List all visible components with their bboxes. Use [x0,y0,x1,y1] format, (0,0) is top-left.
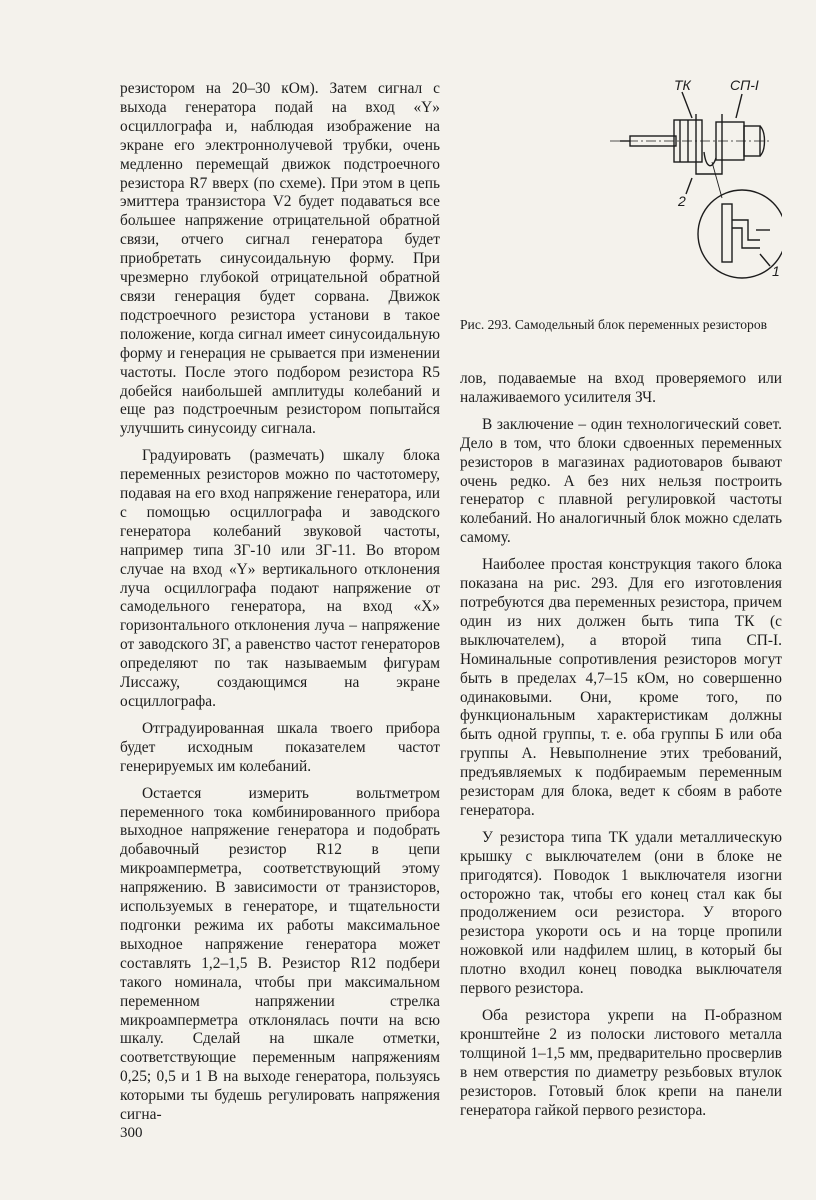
paragraph: Градуировать (размечать) шкалу блока переменных резисторов можно по частотомеру, подавая на его вход напряжение генератора, или с помощью осциллографа и заводского генератора колебаний звуковой частоты, например типа ЗГ-10 или ЗГ-11. Во втором случае на вход «Y» вертикального отклонения луча осциллографа подают напряжение от самодельного генератора, на вход «X» горизонтального отклонения луча – напряжение от заводского ЗГ, а равенство частот генераторов определяют по так называемым фигурам Лиссажу, создающимся на экране осциллографа. [120,447,440,710]
paragraph: В заключение – один технологический совет. Дело в том, что блоки сдвоенных переменных резисторов в магазинах радиотоваров бывают очень редко. А без них нельзя построить генератор с плавной регулировкой частоты колебаний. Но аналогичный блок можно сделать самому. [460,415,782,547]
figure-resistor-block [460,70,782,310]
left-text-column [120,80,440,1125]
paragraph: Остается измерить вольтметром переменного тока комбинированного прибора выходное напряжение генератора и подобрать добавочный резистор R12 в цепи микроамперметра, соответствующий этому напряжению. В зависимости от транзисторов, используемых в генераторе, и тщательности подгонки режима их работы максимальное выходное напряжение генератора может составлять 1,2–1,5 В. Резистор R12 подбери такого номинала, чтобы при максимальном переменном напряжении стрелка микроамперметра отклонялась почти на всю шкалу. Сделай на шкале отметки, соответствующие переменным напряжениям 0,25; 0,5 и 1 В на выходе генератора, пользуясь которыми ты будешь регулировать напряжения сигна- [120,784,440,1124]
label-sp: СП-I [730,77,759,93]
paragraph: Наиболее простая конструкция такого блока показана на рис. 293. Для его изготовления потребуются два переменных резистора, причем один из них должен быть типа ТК (с выключателем), а второй типа СП-I. Номинальные сопротивления резисторов могут быть в пределах 4,7–15 кОм, но совершенно одинаковыми. Они, кроме того, по функциональным характеристикам должны быть одной группы, т. е. оба группы Б или оба группы А. Невыполнение этих требований, предъявляемых к подбираемым переменным резисторам для блока, ведет к сбоям в работе генератора. [460,556,782,819]
label-tk: ТК [674,77,691,93]
figure-caption: Рис. 293. Самодельный блок переменных резисторов [460,317,768,332]
paragraph: Отградуированная шкала твоего прибора будет исходным показателем частот генерируемых им колебаний. [120,719,440,775]
label-bracket-2: 2 [678,193,686,209]
label-lever-1: 1 [772,263,780,279]
paragraph: резистором на 20–30 кОм). Затем сигнал с выхода генератора подай на вход «Y» осциллографа и, наблюдая изображение на экране его электроннолучевой трубки, очень медленно перемещай движок подстроечного резистора R7 вверх (по схеме). При этом в цепь эмиттера транзистора V2 будет подаваться все большее напряжение отрицательной обратной связи, отчего сигнал генератора будет приобретать синусоидальную форму. При чрезмерно глубокой отрицательной обратной связи генерация будет сорвана. Движок подстроечного резистора установи в такое положение, когда сигнал имеет синусоидальную форму и генерация не срывается при изменении частоты. После этого подбором резистора R5 добейся наибольшей амплитуды колебаний и еще раз подстроечным резистором попытайся улучшить синусоиду сигнала. [120,80,440,438]
paragraph: лов, подаваемые на вход проверяемого или налаживаемого усилителя ЗЧ. [460,370,782,406]
right-text-column [460,370,782,1120]
page-number: 300 [120,1125,143,1141]
resistor-block-drawing [460,70,782,310]
paragraph: Оба резистора укрепи на П-образном кронштейне 2 из полоски листового металла толщиной 1–1,5 мм, предварительно просверлив в нем отверстия по диаметру резьбовых втулок резисторов. Готовый блок крепи на панели генератора гайкой первого резистора. [460,1007,782,1119]
paragraph: У резистора типа ТК удали металлическую крышку с выключателем (они в блоке не пригодятся). Поводок 1 выключателя изогни осторожно так, чтобы его конец стал как бы продолжением оси резистора. У второго резистора укороти ось и на торце пропили ножовкой или надфилем шлиц, в который бы плотно входил конец поводка выключателя первого резистора. [460,828,782,998]
